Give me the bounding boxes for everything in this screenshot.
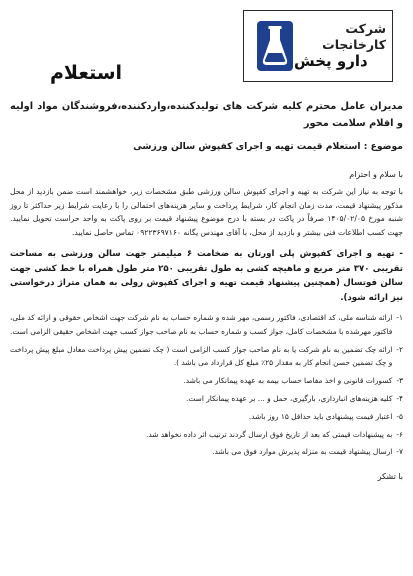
term-number: ۱-: [396, 313, 403, 322]
company-name-line1: شرکت کارخانجات: [322, 21, 386, 52]
specification-paragraph: - تهیه و اجرای کفپوش پلی اورتان به ضخامت ۶ میلیمتر جهت سالن ورزشی به مساحت تقریبی ۳۷۰ متر مربع و ماهیچه کشی به طول تقریبی ۲۵۰ متر طول همراه با خط کشی جهت سالن فوتسال (همچنین پیشنهاد قیمت تهیه و اجرای کفپوش رولی به همان متراژ درخواستی نیز ارائه شود).: [10, 249, 403, 303]
subject-line: موضوع : استعلام قیمت تهیه و اجرای کفپوش سالن ورزشی: [133, 141, 403, 152]
term-text: ارائه شناسه ملی، کد اقتصادی، فاکتور رسمی، مهر شده و شماره حساب به نام شرکت جهت اشخاص حقوقی و ارائه کد ملی، فاکتور مهرشده با مشخصات کامل، جواز کسب و شماره حساب به نام صاحب جواز کسب جهت اشخاص حقیقی الزامی است.: [10, 313, 393, 336]
addressee: مدیران عامل محترم کلیه شرکت های تولیدکننده،واردکننده،فروشندگان مواد اولیه و اقلام سلامت محور: [10, 101, 403, 129]
term-text: کلیه هزینه‌های انبارداری، بارگیری، حمل و ... بر عهده پیمانکار است.: [186, 393, 393, 403]
term-item: [10, 428, 403, 442]
term-text: ارسال پیشنهاد قیمت به منزله پذیرش موارد فوق می باشد.: [212, 447, 393, 457]
terms-list: [10, 311, 403, 459]
salutation: با سلام و احترام: [349, 170, 403, 179]
term-text: اعتبار قیمت پیشنهادی باید حداقل ۱۵ روز باشد.: [248, 411, 393, 421]
term-item: [10, 410, 403, 424]
term-number: ۵-: [396, 411, 403, 421]
term-number: ۴-: [396, 393, 403, 403]
company-name: [294, 21, 386, 71]
term-number: ۷-: [396, 447, 403, 457]
document-title: استعلام: [50, 62, 123, 84]
closing-thanks: با تشکر: [377, 472, 403, 482]
term-number: ۲-: [396, 344, 403, 354]
flask-icon: [256, 20, 294, 72]
term-text: به پیشنهادات قیمتی که بعد از تاریخ فوق ارسال گردند ترتیب اثر داده نخواهد شد.: [146, 429, 393, 439]
letterhead: [10, 0, 403, 92]
term-number: ۶-: [396, 429, 403, 439]
term-item: [10, 445, 403, 459]
term-item: [10, 343, 403, 371]
term-text: ارائه چک تضمین به نام شرکت یا به نام صاحب جواز کسب الزامی است ( چک تضمین پیش پرداخت معادل مبلغ پیش پرداخت و چک تضمین حسن انجام کار به مقدار ۲۵٪ مبلغ کل قرارداد می باشد ).: [10, 344, 393, 368]
term-text: کسورات قانونی و اخذ مفاصا حساب بیمه به عهده پیمانکار می باشد.: [183, 376, 393, 386]
intro-paragraph: با توجه به نیاز این شرکت به تهیه و اجرای کفپوش سالن ورزشی طبق مشخصات زیر، خواهشمند است ضمن بازدید از محل مذکور پیشنهاد قیمت، مدت زمان انجام کار، شرایط پرداخت و سایر هزینه‌های احتمالی را با رعایت شرایط زیر حداکثر تا روز شنبه مورخ ۱۴۰۵/۰۲/۰۵ صرفاً در پاکت در بسته با درج موضوع پیشنهاد قیمت بر روی پاکت به واحد حراست تحویل نمایید. جهت کسب اطلاعات فنی بیشتر و بازدید از محل، با آقای مهندس یگانه ۰۹۲۲۳۶۹۷۱۶۰ تماس حاصل نمایید.: [10, 187, 403, 237]
term-item: [10, 392, 403, 406]
term-item: [10, 311, 403, 339]
company-logo: [243, 10, 393, 82]
term-number: ۳-: [396, 376, 403, 386]
company-name-line2: دارو پخش: [294, 52, 368, 71]
term-item: [10, 374, 403, 388]
